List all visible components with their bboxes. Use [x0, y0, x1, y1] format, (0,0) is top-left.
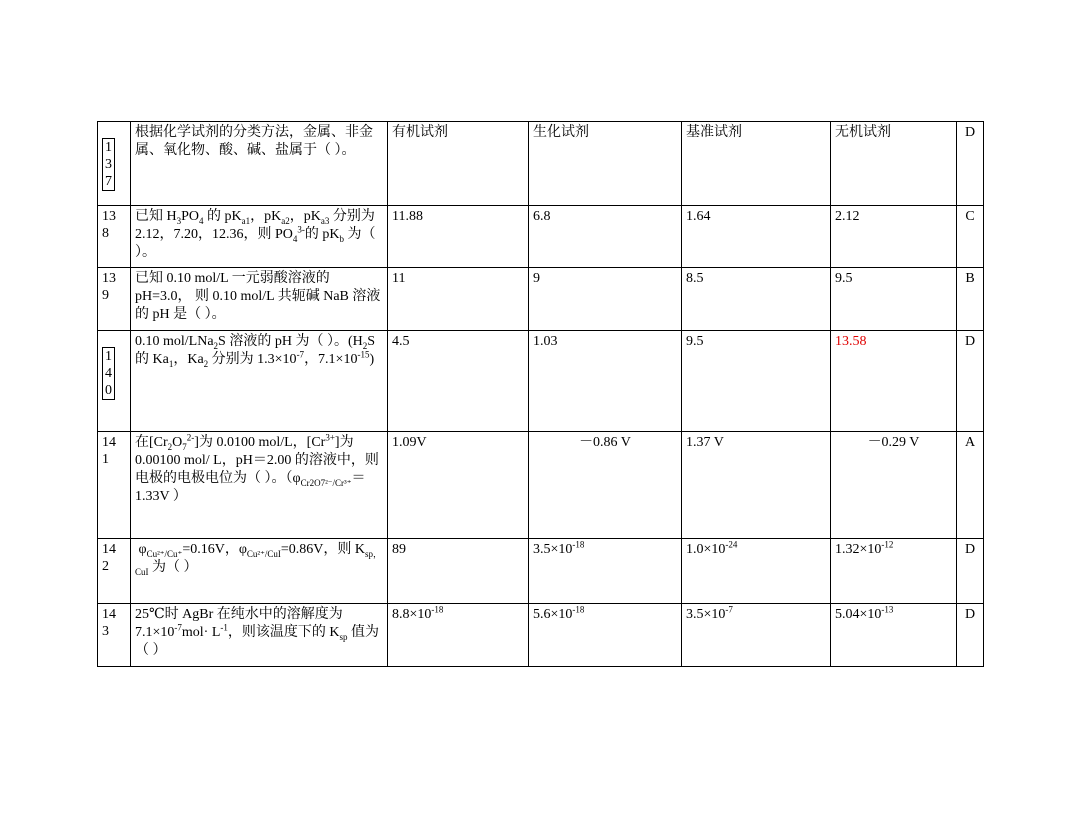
table-row — [98, 206, 984, 268]
question-text: 在$[Cr_2O_7^{2-}]$为 0.0100 mol/L，$[Cr^{3+}]$为 0.00100 mol/ L，pH＝2.00 的溶液中，则电极的电极电位为（ ）。（$\varphi_{Cr2O7^{2-}/Cr^{3+}}= 1.33V$ ） — [131, 432, 388, 539]
question-number: 14 1 — [98, 432, 131, 539]
option-c: 1.37 V — [682, 432, 831, 539]
table-row — [98, 604, 984, 667]
question-number: 13 8 — [98, 206, 131, 268]
option-d: 2.12 — [831, 206, 957, 268]
option-c: $3.5\times 10^{-7}$ — [682, 604, 831, 667]
answer: A — [957, 432, 984, 539]
table-row — [98, 122, 984, 206]
question-table — [97, 121, 984, 667]
option-a: 1.09V — [388, 432, 529, 539]
question-number: 14 2 — [98, 539, 131, 604]
option-d: $1.32\times 10^{-12}$ — [831, 539, 957, 604]
option-b: 9 — [529, 268, 682, 331]
option-d: 无机试剂 — [831, 122, 957, 206]
table-row — [98, 268, 984, 331]
table-row — [98, 432, 984, 539]
option-c: $1.0\times 10^{-24}$ — [682, 539, 831, 604]
table-row — [98, 539, 984, 604]
question-number: 1 3 7 — [98, 122, 131, 206]
question-number: 13 9 — [98, 268, 131, 331]
option-b: 生化试剂 — [529, 122, 682, 206]
answer: D — [957, 122, 984, 206]
answer: D — [957, 539, 984, 604]
option-d: 13.58 — [831, 331, 957, 432]
option-b: －0.86 V — [529, 432, 682, 539]
option-a: 有机试剂 — [388, 122, 529, 206]
question-text: $\varphi_{Cu^{2+}/Cu^+}=0.16V$，$\varphi_{Cu^{2+}/CuI}=0.86V$，则 $K_{sp,CuI}$ 为（ ） — [131, 539, 388, 604]
option-b: 1.03 — [529, 331, 682, 432]
option-c: 基准试剂 — [682, 122, 831, 206]
option-d: $5.04\times 10^{-13}$ — [831, 604, 957, 667]
option-c: 8.5 — [682, 268, 831, 331]
answer: D — [957, 331, 984, 432]
option-d: 9.5 — [831, 268, 957, 331]
table-row — [98, 331, 984, 432]
question-text: 已知 $H_3PO_4$ 的 $pK_{a1}$，$pK_{a2}$，$pK_{a3}$ 分别为 2.12，7.20，12.36，则 $PO_4^{3-}$的 $pK_b$ 为（ ）。 — [131, 206, 388, 268]
option-a: 11 — [388, 268, 529, 331]
answer: C — [957, 206, 984, 268]
option-d: －0.29 V — [831, 432, 957, 539]
question-number: 14 3 — [98, 604, 131, 667]
option-a: 11.88 — [388, 206, 529, 268]
option-a: 89 — [388, 539, 529, 604]
option-c: 1.64 — [682, 206, 831, 268]
option-b: $3.5\times 10^{-18}$ — [529, 539, 682, 604]
option-c: 9.5 — [682, 331, 831, 432]
option-a: 4.5 — [388, 331, 529, 432]
option-b: 6.8 — [529, 206, 682, 268]
answer: D — [957, 604, 984, 667]
question-text: 根据化学试剂的分类方法，金属、非金属、氧化物、酸、碱、盐属于（ ）。 — [131, 122, 388, 206]
question-number: 1 4 0 — [98, 331, 131, 432]
option-a: $8.8\times 10^{-18}$ — [388, 604, 529, 667]
answer: B — [957, 268, 984, 331]
option-b: $5.6\times 10^{-18}$ — [529, 604, 682, 667]
question-text: 25℃时 AgBr 在纯水中的溶解度为 $7.1\times 10^{-7}mol\cdot L^{-1}$，则该温度下的 $K_{sp}$ 值为（ ） — [131, 604, 388, 667]
question-text: 已知 0.10 mol/L 一元弱酸溶液的 pH=3.0， 则 0.10 mol/L 共轭碱 NaB 溶液的 pH 是（ ）。 — [131, 268, 388, 331]
question-text: 0.10 mol/LNa$_2$S 溶液的 pH 为（ ）。($H_2S$ 的 $Ka_1$，$Ka_2$ 分别为 $1.3\times 10^{-7}$，$7.1\times 10^{-15}$) — [131, 331, 388, 432]
